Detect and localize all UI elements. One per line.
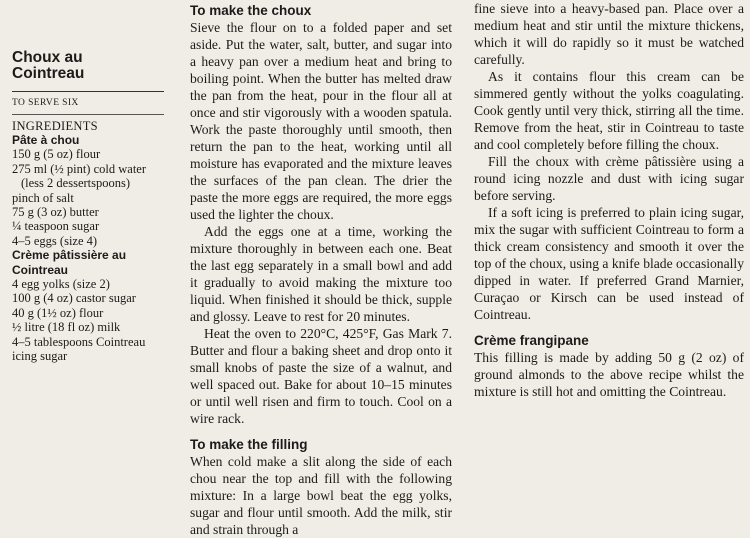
choux-paragraph: Sieve the flour on to a folded paper and set aside. Put the water, salt, butter, and sugar into a heavy pan over a medium heat and bring to boiling point. When the butter has melted draw the pan from the heat, pour in the flour all at once and stir vigorously with a wooden spatula. Work the paste thoroughly until smooth, then return the pan to the heat, working until all moisture has evaporated and the mixture leaves the surfaces of the pan clean. The drier the paste the more eggs are required, the more eggs used the lighter the choux. xyxy=(190,20,452,222)
heading-creme-frangipane: Crème frangipane xyxy=(474,333,589,348)
ingredient-item: 4–5 tablespoons Cointreau xyxy=(12,334,146,349)
servings-label: TO SERVE SIX xyxy=(12,98,79,108)
section-gap xyxy=(190,427,452,437)
ingredient-item: icing sugar xyxy=(12,349,68,364)
ingredient-item: ½ litre (18 fl oz) milk xyxy=(12,320,121,335)
filling-paragraph: When cold make a slit along the side of each chou near the top and fill with the following mixture: In a large bowl beat the egg yolks, sugar and flour until smooth. Add the milk, stir and strain through a xyxy=(190,454,452,537)
section-gap xyxy=(474,323,744,333)
ingredient-item: pinch of salt xyxy=(12,190,74,205)
ingredients-heading: INGREDIENTS xyxy=(12,119,98,133)
heading-make-choux: To make the choux xyxy=(190,3,312,18)
ingredient-item: 75 g (3 oz) butter xyxy=(12,205,99,220)
filling-paragraph: If a soft icing is preferred to plain icing sugar, mix the sugar with sufficient Cointreau to form a thick cream consistency and smooth it over the top of the choux, using a knife blade occasionally dipped in water. If preferred Grand Marnier, Curaçao or Kirsch can be used instead of Cointreau. xyxy=(474,205,744,322)
method-column-middle xyxy=(190,3,452,538)
servings-rule xyxy=(12,114,164,115)
ingredient-item: 4 egg yolks (size 2) xyxy=(12,277,110,292)
title-rule xyxy=(12,91,164,92)
filling-paragraph-continued: fine sieve into a heavy-based pan. Place over a medium heat and stir until the mixture thickens, which it will do rapidly so it must be watched carefully. xyxy=(474,1,744,67)
ingredient-item: (less 2 dessertspoons) xyxy=(21,176,131,191)
ingredients-column xyxy=(12,50,164,364)
creme-heading-line-2: Cointreau xyxy=(12,262,69,277)
ingredient-item: ¼ teaspoon sugar xyxy=(12,219,100,234)
recipe-title-line-2: Cointreau xyxy=(12,65,85,82)
choux-paragraph: Heat the oven to 220°C, 425°F, Gas Mark 7. Butter and flour a baking sheet and drop onto it small knobs of paste the size of a walnut, and well spaced out. Bake for about 10–15 minutes or until well risen and firm to touch. Cool on a wire rack. xyxy=(190,326,452,426)
choux-paragraph: Add the eggs one at a time, working the mixture thoroughly in between each one. Beat the last egg separately in a small bowl and add it gradually to avoid making the mixture too liquid. When finished it should be thick, supple and glossy. Leave to rest for 20 minutes. xyxy=(190,224,452,324)
method-column-right xyxy=(474,0,744,400)
creme-heading-line-1: Crème pâtissière au xyxy=(12,248,127,263)
ingredient-item: 100 g (4 oz) castor sugar xyxy=(12,291,136,306)
ingredient-item: 4–5 eggs (size 4) xyxy=(12,233,98,248)
ingredient-item: 150 g (5 oz) flour xyxy=(12,147,101,162)
recipe-title-line-1: Choux au xyxy=(12,49,83,66)
heading-make-filling: To make the filling xyxy=(190,437,308,452)
pastry-heading: Pâte à chou xyxy=(12,133,80,147)
frangipane-paragraph: This filling is made by adding 50 g (2 oz) of ground almonds to the above recipe whilst the mixture is still hot and omitting the Cointreau. xyxy=(474,350,744,399)
ingredient-item: 40 g (1½ oz) flour xyxy=(12,305,104,320)
filling-paragraph: As it contains flour this cream can be simmered gently without the yolks coagulating. Cook gently until very thick, stirring all the time. Remove from the heat, stir in Cointreau to taste and cool completely before filling the choux. xyxy=(474,69,744,152)
filling-paragraph: Fill the choux with crème pâtissière using a round icing nozzle and dust with icing sugar before serving. xyxy=(474,154,744,203)
ingredient-item: 275 ml (½ pint) cold water xyxy=(12,161,146,176)
